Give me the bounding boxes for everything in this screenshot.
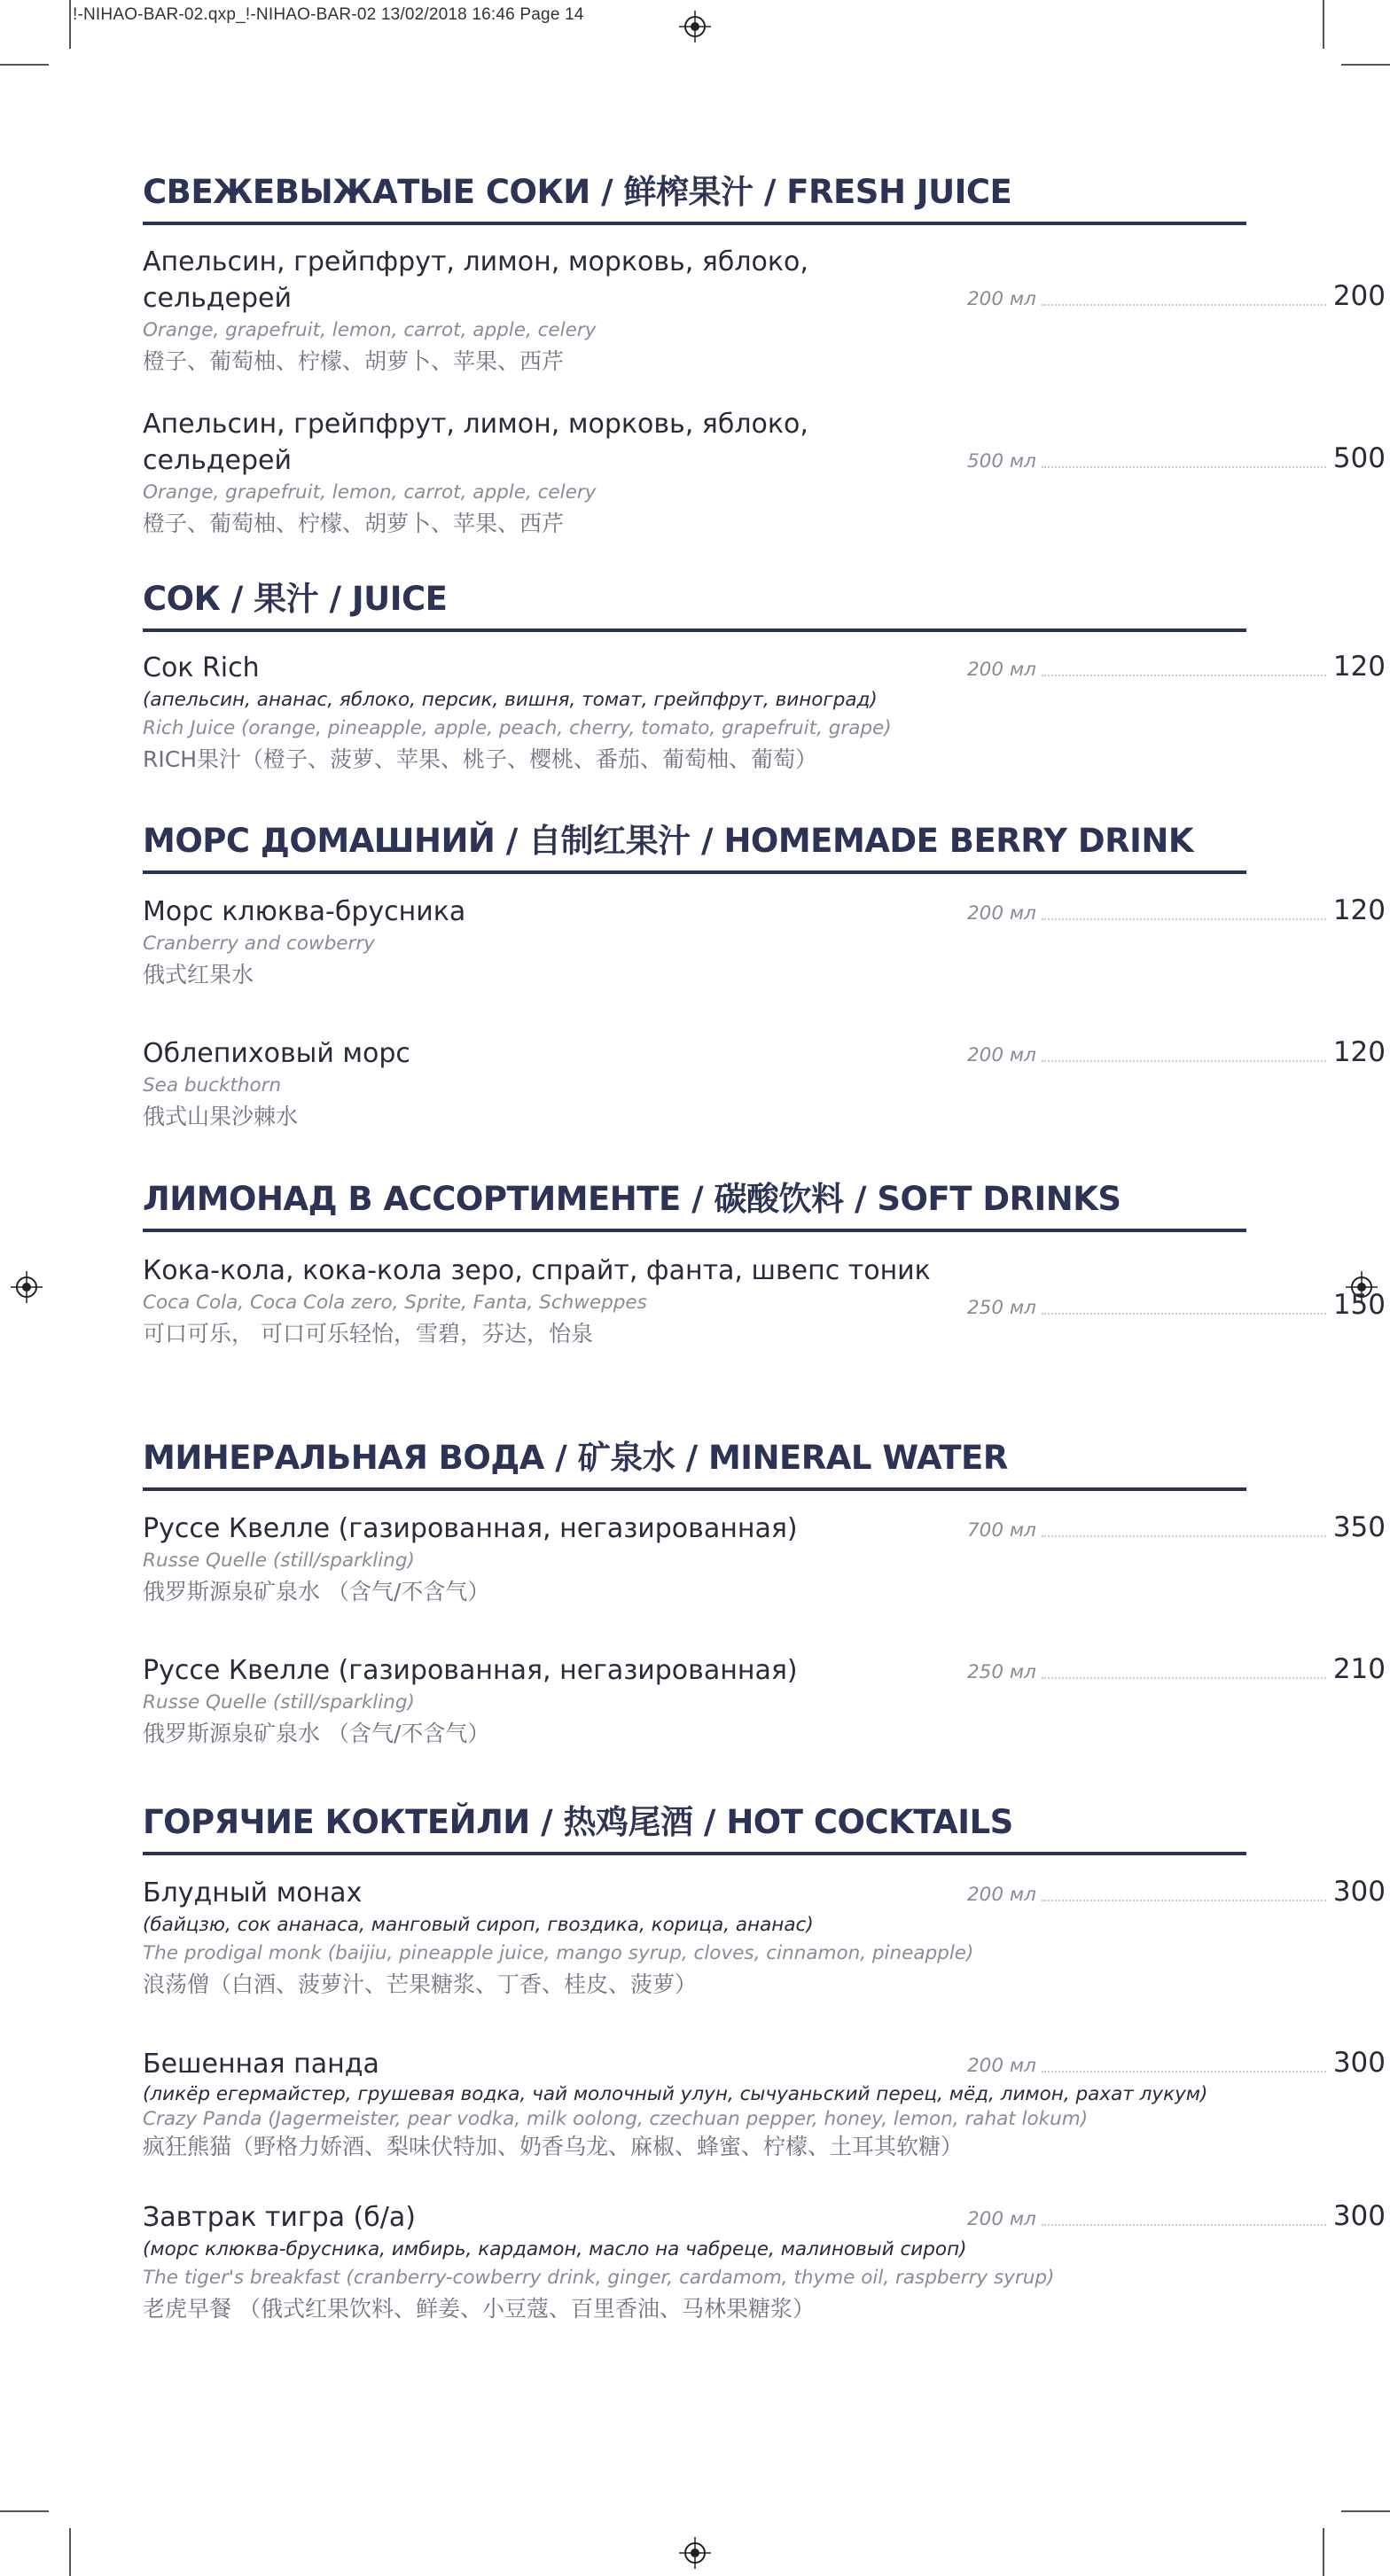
price-row (967, 442, 1386, 474)
price-row (967, 280, 1386, 312)
item-volume: 250 мл (967, 1661, 1036, 1683)
section-title-berry-drink: МОРС ДОМАШНИЙ / 自制红果汁 / HOMEMADE BERRY DRINK (143, 814, 1246, 874)
item-chinese: 俄式山果沙棘水 (143, 1104, 299, 1129)
section-title-hot-cocktails: ГОРЯЧИЕ КОКТЕЙЛИ / 热鸡尾酒 / HOT COCKTAILS (143, 1795, 1246, 1855)
leader-dots (1042, 1535, 1326, 1537)
item-price: 210 (1332, 1653, 1386, 1685)
item-name: Кока-кола, кока-кола зеро, спрайт, фанта, швепс тоник (143, 1255, 931, 1286)
item-chinese: 疯狂熊猫（野格力娇酒、梨味伏特加、奶香乌龙、麻椒、蜂蜜、柠檬、土耳其软糖） (143, 2134, 964, 2159)
item-volume: 200 мл (967, 1044, 1036, 1066)
item-price: 150 (1332, 1289, 1386, 1321)
item-name: Апельсин, грейпфрут, лимон, морковь, яблоко, сельдерей (143, 246, 808, 314)
price-row (967, 894, 1386, 926)
item-name: Бешенная панда (143, 2049, 379, 2080)
item-english: The prodigal monk (baijiu, pineapple juice, mango syrup, cloves, cinnamon, pineapple) (143, 1942, 974, 1964)
item-english: Rich Juice (orange, pineapple, apple, peach, cherry, tomato, grapefruit, grape) (143, 717, 892, 739)
item-name: Сок Rich (143, 652, 260, 683)
crop-mark (1323, 2528, 1324, 2576)
price-row (967, 2047, 1386, 2079)
item-name: Апельсин, грейпфрут, лимон, морковь, яблоко, сельдерей (143, 409, 808, 476)
registration-mark-icon (679, 11, 711, 43)
item-name: Блудный монах (143, 1877, 363, 1909)
leader-dots (1042, 1900, 1326, 1901)
leader-dots (1042, 1677, 1326, 1679)
crop-mark (69, 0, 71, 49)
section-title-soft-drinks: ЛИМОНАД В АССОРТИМЕНТЕ / 碳酸饮料 / SOFT DRINKS (143, 1172, 1246, 1232)
item-name: Руссе Квелле (газированная, негазированная) (143, 1655, 798, 1686)
item-price: 300 (1332, 1876, 1386, 1908)
section-title-juice: СОК / 果汁 / JUICE (143, 572, 1246, 632)
item-english: Crazy Panda (Jagermeister, pear vodka, milk oolong, czechuan pepper, honey, lemon, rahat lokum) (143, 2108, 1089, 2130)
item-price: 200 (1332, 280, 1386, 312)
leader-dots (1042, 1313, 1326, 1315)
crop-mark (0, 2510, 49, 2512)
item-price: 350 (1332, 1511, 1386, 1543)
leader-dots (1042, 466, 1326, 468)
item-english: Cranberry and cowberry (143, 933, 375, 955)
item-volume: 200 мл (967, 902, 1036, 925)
item-price: 120 (1332, 651, 1386, 683)
item-chinese: 俄式红果水 (143, 962, 254, 987)
item-volume: 200 мл (967, 659, 1036, 681)
item-price: 300 (1332, 2047, 1386, 2079)
registration-mark-icon (11, 1271, 43, 1303)
price-row (967, 651, 1386, 683)
section-title-mineral-water: МИНЕРАЛЬНАЯ ВОДА / 矿泉水 / MINERAL WATER (143, 1431, 1246, 1491)
item-volume: 250 мл (967, 1297, 1036, 1319)
item-price: 120 (1332, 1036, 1386, 1068)
leader-dots (1042, 1060, 1326, 1062)
price-row (967, 1511, 1386, 1543)
print-header: !-NIHAO-BAR-02.qxp_!-NIHAO-BAR-02 13/02/2018 16:46 Page 14 (73, 5, 584, 24)
crop-mark (0, 64, 49, 66)
item-english: Orange, grapefruit, lemon, carrot, apple, celery (143, 481, 597, 503)
item-english: Orange, grapefruit, lemon, carrot, apple, celery (143, 319, 597, 341)
section-title-fresh-juice: СВЕЖЕВЫЖАТЫЕ СОКИ / 鲜榨果汁 / FRESH JUICE (143, 165, 1246, 225)
item-volume: 200 мл (967, 2055, 1036, 2077)
item-english: The tiger's breakfast (cranberry-cowberry drink, ginger, cardamom, thyme oil, raspberry syrup) (143, 2267, 1055, 2289)
leader-dots (1042, 675, 1326, 676)
item-chinese: 橙子、葡萄柚、柠檬、胡萝卜、苹果、西芹 (143, 511, 565, 536)
price-row (967, 1876, 1386, 1908)
crop-mark (1341, 2510, 1390, 2512)
item-english: Coca Cola, Coca Cola zero, Sprite, Fanta, Schweppes (143, 1292, 647, 1314)
item-chinese: 可口可乐， 可口可乐轻怡，雪碧，芬达，怡泉 (143, 1321, 593, 1347)
item-volume: 200 мл (967, 288, 1036, 310)
item-english: Russe Quelle (still/sparkling) (143, 1691, 415, 1713)
item-volume: 500 мл (967, 450, 1036, 472)
price-row (967, 1289, 1386, 1321)
item-english: Russe Quelle (still/sparkling) (143, 1550, 415, 1572)
leader-dots (1042, 2224, 1326, 2226)
item-price: 500 (1332, 442, 1386, 474)
price-row (967, 1653, 1386, 1685)
item-chinese: 浪荡僧（白酒、菠萝汁、芒果糖浆、丁香、桂皮、菠萝） (143, 1971, 698, 1997)
crop-mark (1341, 64, 1390, 66)
leader-dots (1042, 304, 1326, 306)
crop-mark (1323, 0, 1324, 49)
item-english: Sea buckthorn (143, 1074, 282, 1097)
item-chinese: 俄罗斯源泉矿泉水 （含气/不含气） (143, 1721, 490, 1746)
leader-dots (1042, 918, 1326, 920)
leader-dots (1042, 2071, 1326, 2073)
item-price: 300 (1332, 2200, 1386, 2232)
item-name: Руссе Квелле (газированная, негазированная) (143, 1513, 798, 1544)
item-composition: (ликёр егермайстер, грушевая водка, чай молочный улун, сычуаньский перец, мёд, лимон, рахат лукум) (143, 2083, 1208, 2105)
price-row (967, 2200, 1386, 2232)
item-chinese: RICH果汁（橙子、菠萝、苹果、桃子、樱桃、番茄、葡萄柚、葡萄） (143, 746, 818, 772)
item-composition: (байцзю, сок ананаса, манговый сироп, гвоздика, корица, ананас) (143, 1914, 814, 1936)
item-name: Завтрак тигра (б/а) (143, 2202, 416, 2233)
item-chinese: 俄罗斯源泉矿泉水 （含气/不含气） (143, 1579, 490, 1604)
item-composition: (морс клюква-брусника, имбирь, кардамон, масло на чабреце, малиновый сироп) (143, 2238, 967, 2260)
item-volume: 200 мл (967, 2208, 1036, 2230)
item-price: 120 (1332, 894, 1386, 926)
price-row (967, 1036, 1386, 1068)
item-chinese: 老虎早餐 （俄式红果饮料、鲜姜、小豆蔻、百里香油、马林果糖浆） (143, 2296, 815, 2322)
item-name: Облепиховый морс (143, 1038, 410, 1069)
crop-mark (69, 2528, 71, 2576)
item-volume: 700 мл (967, 1519, 1036, 1542)
item-composition: (апельсин, ананас, яблоко, персик, вишня, томат, грейпфрут, виноград) (143, 689, 878, 711)
item-chinese: 橙子、葡萄柚、柠檬、胡萝卜、苹果、西芹 (143, 348, 565, 374)
item-name: Морс клюква-брусника (143, 896, 466, 927)
registration-mark-icon (679, 2537, 711, 2569)
item-volume: 200 мл (967, 1884, 1036, 1906)
